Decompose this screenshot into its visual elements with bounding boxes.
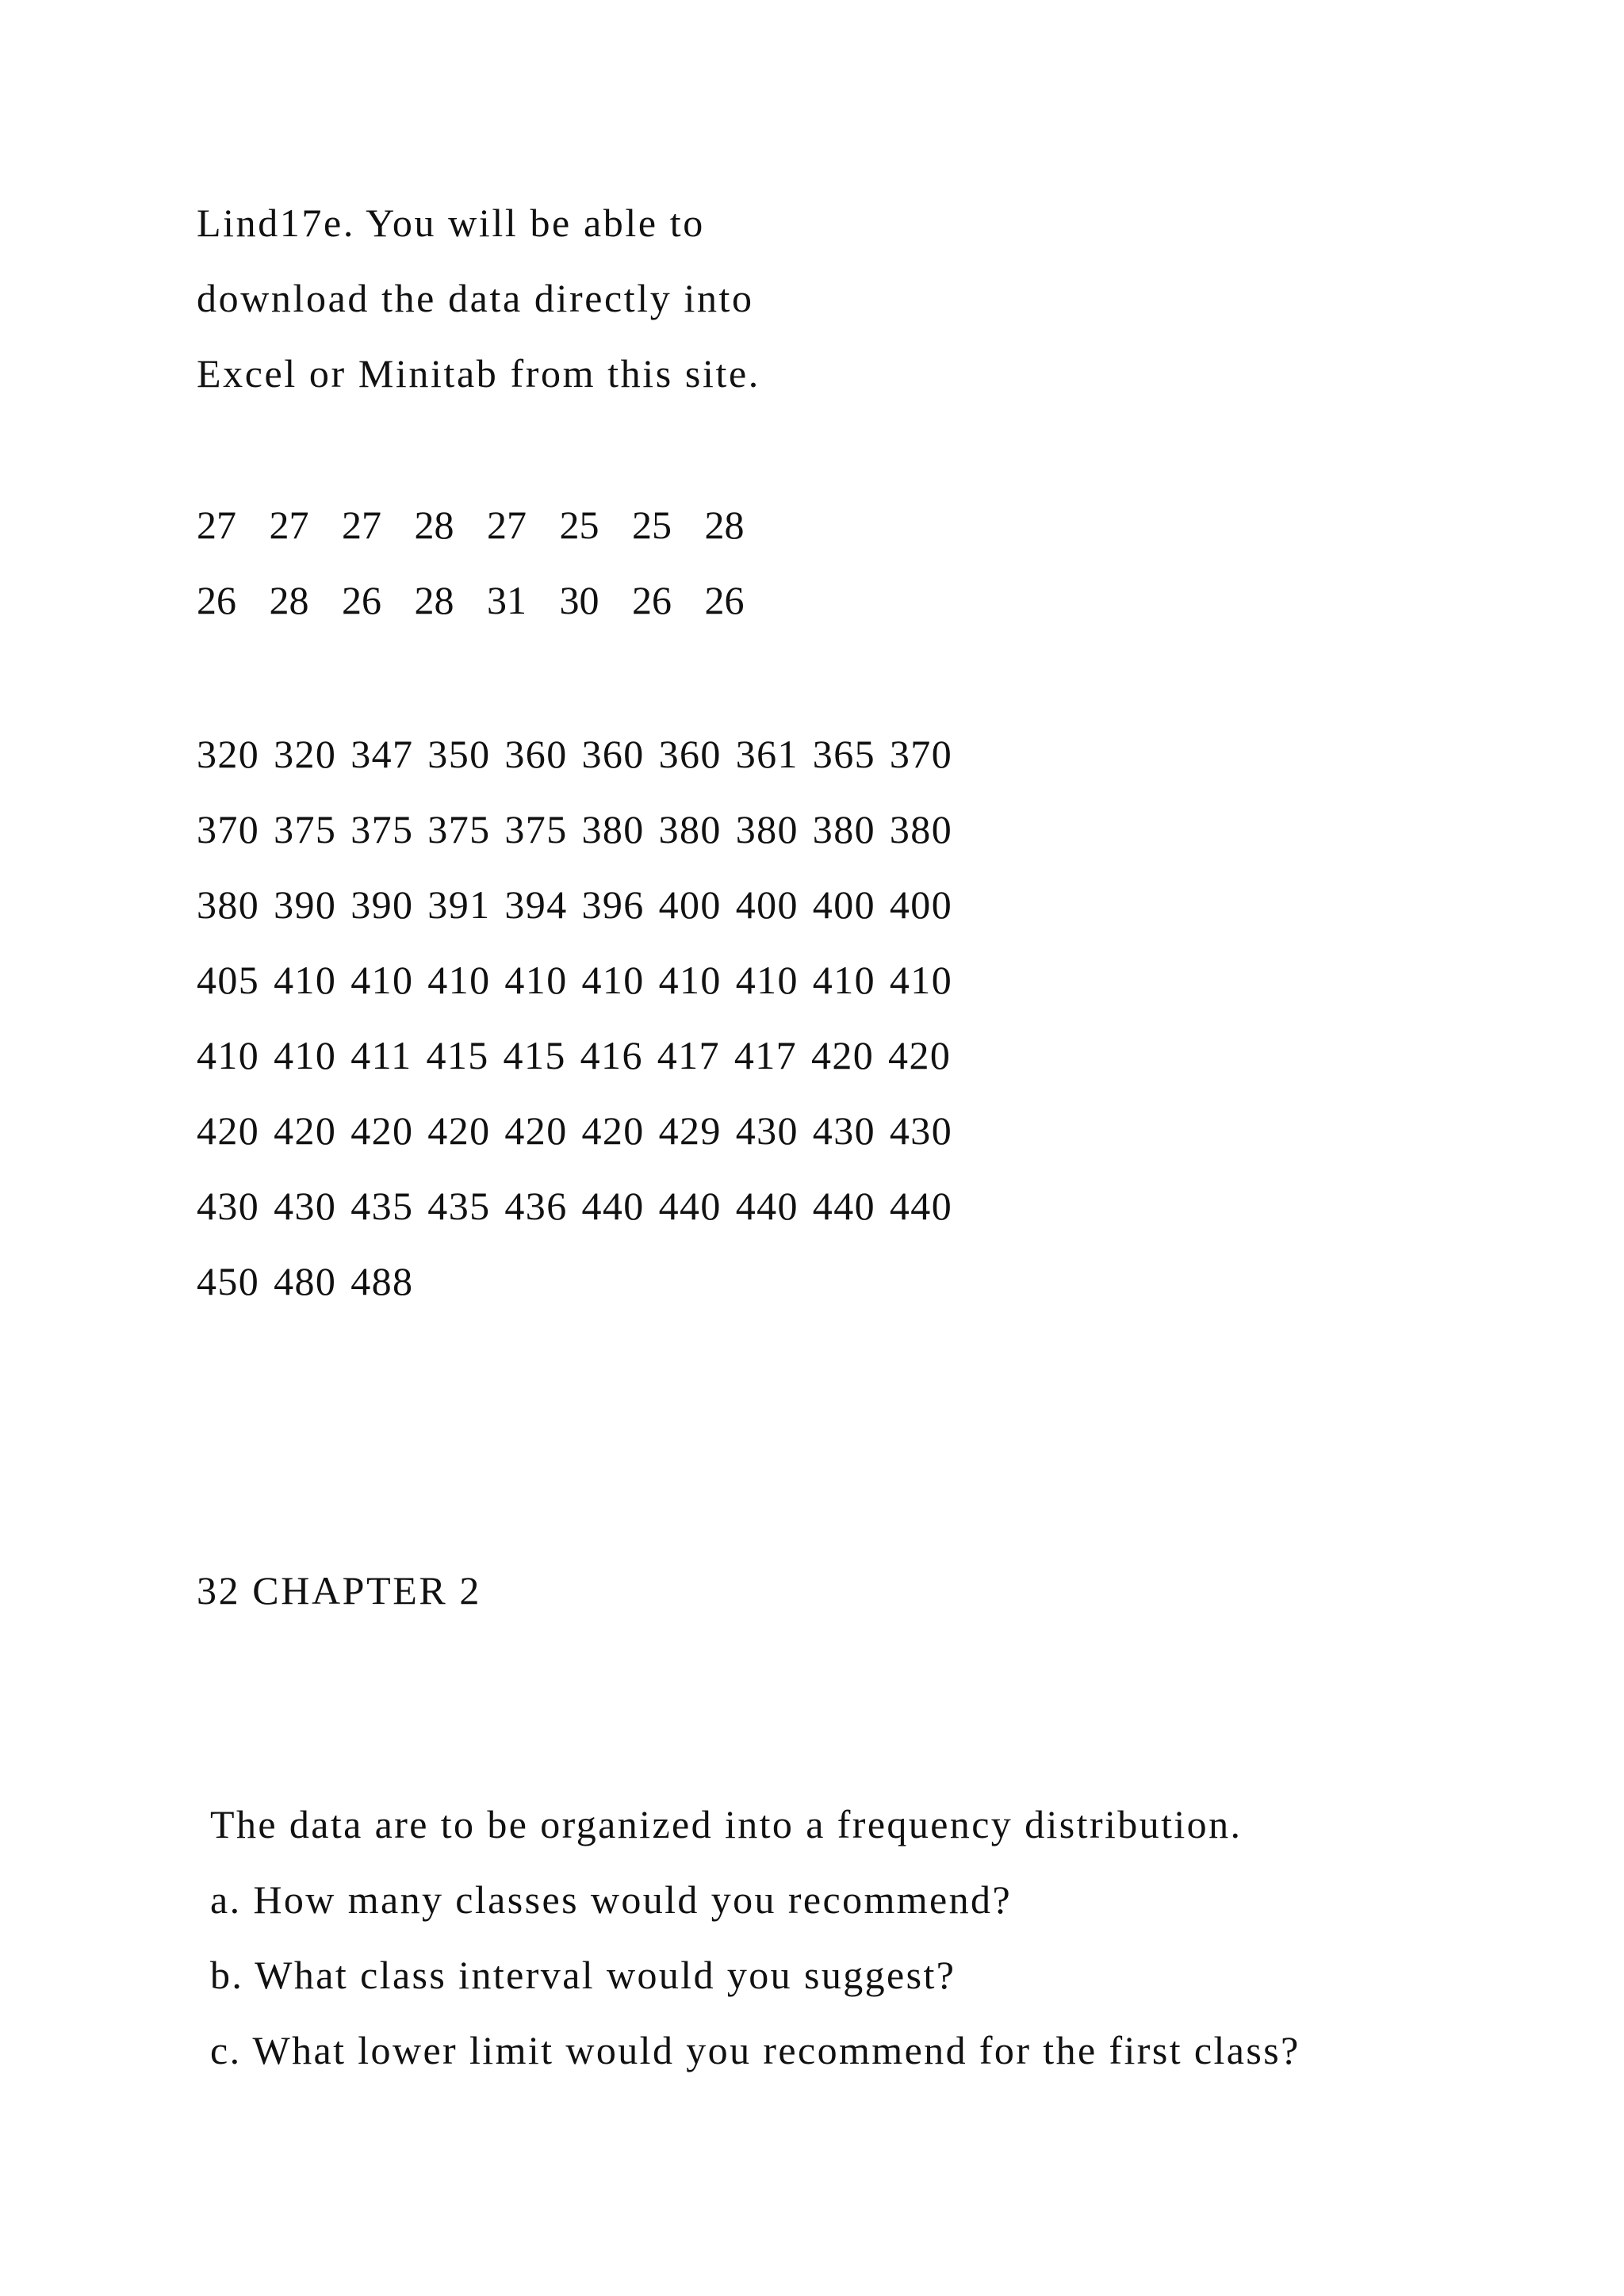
data-value: 28	[704, 503, 745, 547]
intro-line: Lind17e. You will be able to	[197, 201, 705, 245]
small-data-row	[197, 501, 777, 549]
data-value: 26	[342, 578, 381, 622]
question-line: b. What class interval would you suggest?	[210, 1953, 956, 1997]
large-data-row: 320 320 347 350 360 360 360 361 365 370	[197, 732, 953, 776]
data-value: 27	[487, 503, 527, 547]
data-value: 26	[197, 578, 236, 622]
data-value: 28	[414, 578, 454, 622]
data-value: 27	[269, 503, 309, 547]
question-line: The data are to be organized into a frequency distribution.	[210, 1802, 1243, 1846]
data-value: 30	[559, 578, 599, 622]
page-header: 32 CHAPTER 2	[197, 1568, 482, 1613]
data-value: 26	[632, 578, 672, 622]
small-data-row	[197, 576, 777, 624]
intro-line: Excel or Minitab from this site.	[197, 351, 760, 396]
question-line: c. What lower limit would you recommend for the first class?	[210, 2028, 1300, 2072]
data-value: 28	[269, 578, 309, 622]
data-value: 27	[197, 503, 236, 547]
large-data-row: 420 420 420 420 420 420 429 430 430 430	[197, 1108, 953, 1153]
large-data-row: 380 390 390 391 394 396 400 400 400 400	[197, 882, 953, 927]
data-value: 25	[559, 503, 599, 547]
data-value: 27	[342, 503, 381, 547]
data-value: 25	[632, 503, 672, 547]
data-value: 31	[487, 578, 527, 622]
large-data-row: 410 410 411 415 415 416 417 417 420 420	[197, 1033, 952, 1077]
data-value: 26	[704, 578, 745, 622]
question-line: a. How many classes would you recommend?	[210, 1877, 1013, 1922]
large-data-row: 430 430 435 435 436 440 440 440 440 440	[197, 1184, 953, 1228]
intro-line: download the data directly into	[197, 276, 754, 320]
large-data-row: 370 375 375 375 375 380 380 380 380 380	[197, 807, 953, 851]
large-data-row: 450 480 488	[197, 1259, 414, 1303]
large-data-row: 405 410 410 410 410 410 410 410 410 410	[197, 958, 953, 1002]
data-value: 28	[414, 503, 454, 547]
